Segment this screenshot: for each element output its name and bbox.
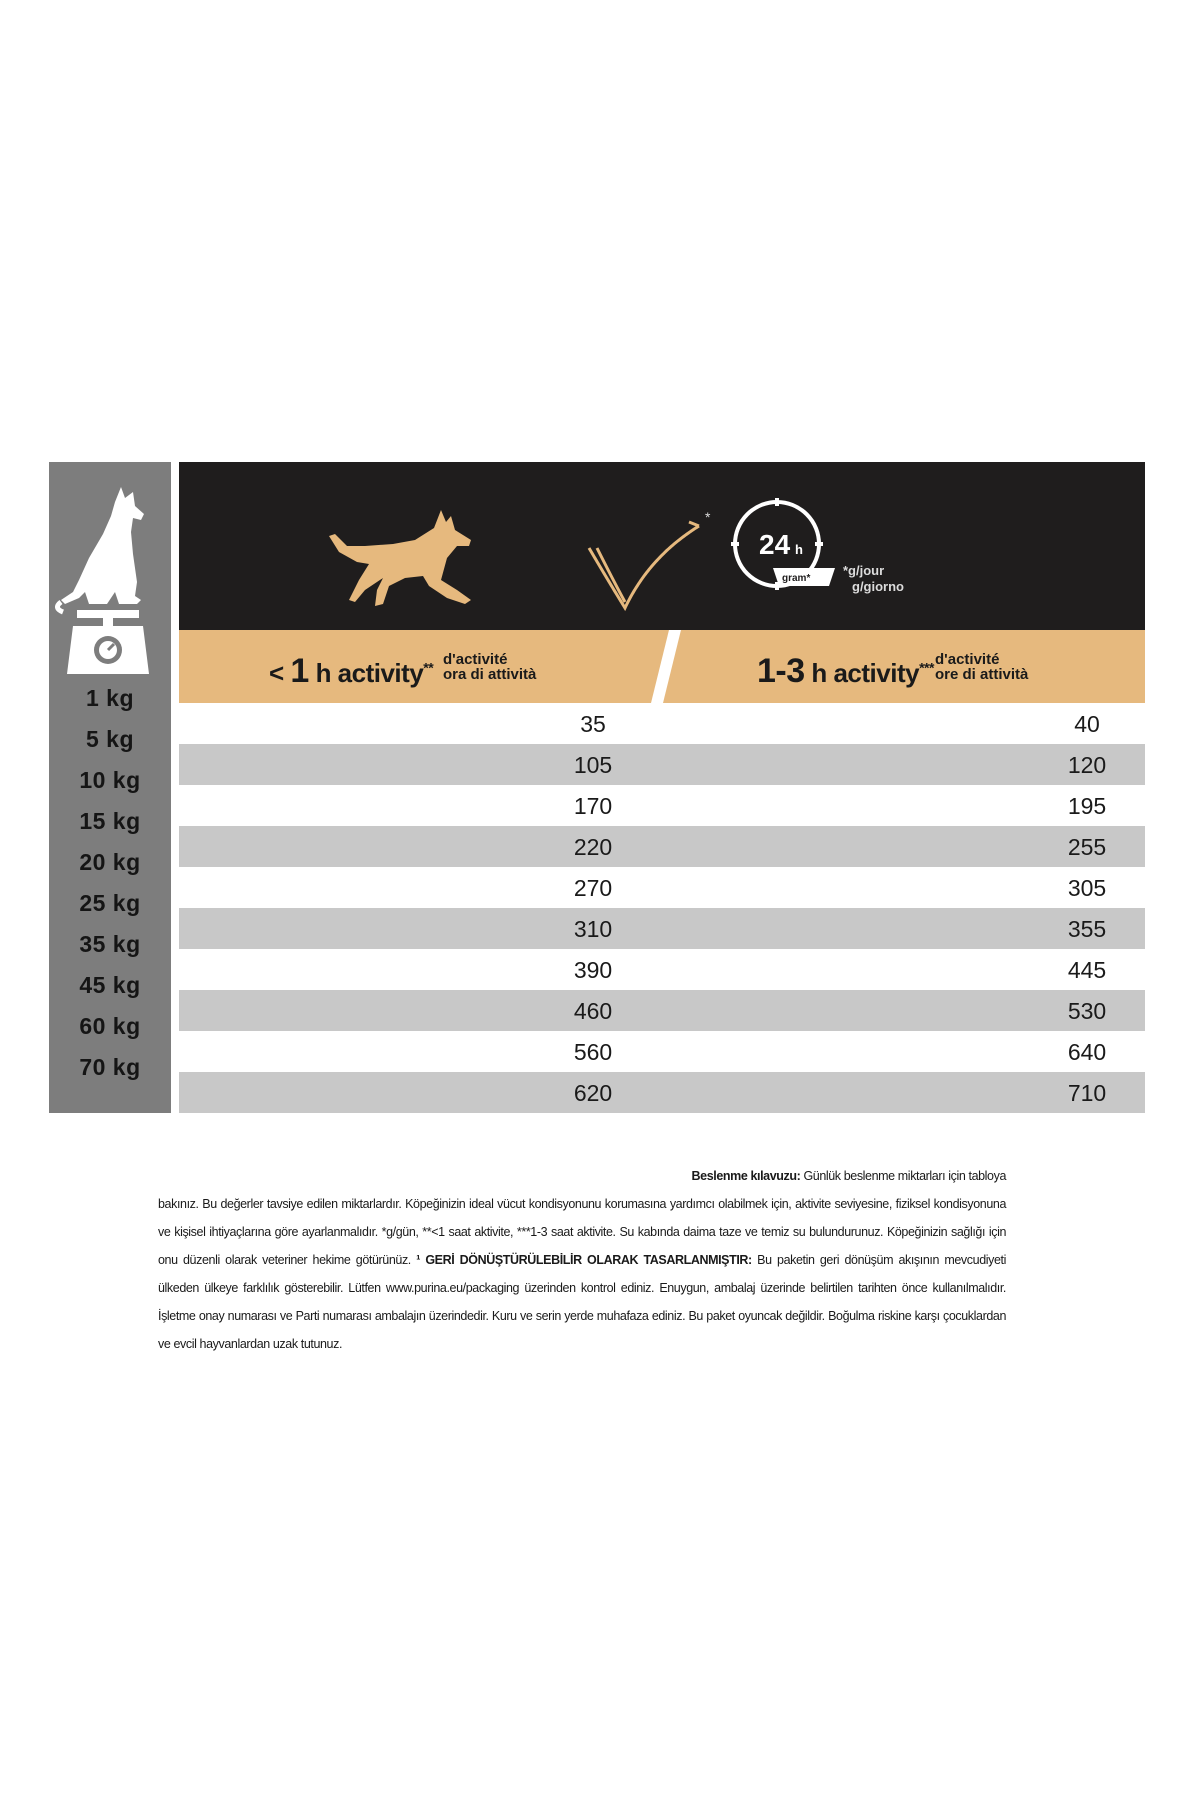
- low-activity-value: 620: [573, 1080, 613, 1106]
- table-row: [179, 744, 1145, 785]
- low-activity-value: 35: [580, 711, 606, 737]
- table-row: [179, 1072, 1145, 1113]
- weight-label: 25 kg: [79, 890, 141, 916]
- weight-label: 45 kg: [79, 972, 141, 998]
- table-row: [179, 785, 1145, 826]
- feeding-guide-body-2: Bu paketin geri dönüşüm akışının mevcudiyeti ülkeden ülkeye farklılık gösterebilir. Lütfen www.purina.eu/packaging üzerinden kontrol ediniz. Enuygun, ambalaj üzerinde belirtilen tarihten önce kullanılmalıdır. İşletme onay numarası ve Parti numarası ambalajın üzerindedir. Kuru ve serin yerde muhafaza ediniz. Bu paket oyuncak değildir. Boğulma riskine karşı çocuklardan ve evcil hayvanlardan uzak tutunuz.: [158, 1253, 1006, 1351]
- table-row: [179, 867, 1145, 908]
- header-icons: [179, 462, 1145, 630]
- high-activity-value: 255: [1067, 834, 1107, 860]
- low-activity-value: 220: [573, 834, 613, 860]
- feeding-guide-text: [158, 1162, 1006, 1358]
- table-row: [179, 990, 1145, 1031]
- high-activity-value: 195: [1067, 793, 1107, 819]
- activity-low-subtitle: d'activité ora di attività: [443, 651, 537, 683]
- activity-band: [179, 630, 1145, 703]
- table-row: [179, 908, 1145, 949]
- high-activity-value: 305: [1067, 875, 1107, 901]
- activity-high-subtitle: d'activité ore di attività: [935, 651, 1029, 683]
- weight-label: 70 kg: [79, 1054, 141, 1080]
- weight-label: 20 kg: [79, 849, 141, 875]
- weight-label: 60 kg: [79, 1013, 141, 1039]
- high-activity-value: 40: [1074, 711, 1100, 737]
- high-activity-value: 445: [1067, 957, 1107, 983]
- feeding-header: [179, 462, 1145, 630]
- table-row: [179, 1031, 1145, 1072]
- asterisk-mark: *: [705, 509, 711, 525]
- weight-column: [49, 462, 171, 1113]
- weight-label: 15 kg: [79, 808, 141, 834]
- check-icon: [589, 522, 699, 608]
- weight-label: 5 kg: [85, 726, 135, 752]
- activity-low-title: < 1 h activity**: [269, 652, 434, 690]
- feeding-guide-body: bakınız. Bu değerler tavsiye edilen miktarlardır. Köpeğinizin ideal vücut kondisyonunu korumasına yardımcı olabilmek için, aktivite seviyesine, fiziksel kondisyonuna ve kişisel ihtiyaçlarına göre ayarlanmalıdır. *g/gün, **<1 saat aktivite, ***1-3 saat aktivite. Su kabında daima taze ve temiz su bulundurunuz. Köpeğinizin sağlığı için onu düzenli olarak veteriner hekime götürünüz.: [158, 1197, 1006, 1267]
- table-row: [179, 826, 1145, 867]
- unit-note-2: g/giorno: [852, 579, 904, 594]
- activity-high-title: 1-3 h activity***: [757, 652, 934, 690]
- table-row: [179, 949, 1145, 990]
- high-activity-value: 355: [1067, 916, 1107, 942]
- weight-label: 1 kg: [85, 685, 135, 711]
- feeding-guide-lead: Beslenme kılavuzu: Günlük beslenme miktarları için tabloya: [691, 1169, 1006, 1183]
- clock-hours: 24: [759, 529, 791, 560]
- low-activity-value: 310: [573, 916, 613, 942]
- high-activity-value: 710: [1067, 1080, 1107, 1106]
- low-activity-value: 460: [573, 998, 613, 1024]
- low-activity-value: 560: [573, 1039, 613, 1065]
- clock-unit: h: [795, 542, 803, 557]
- recyclable-notice: ¹ GERİ DÖNÜŞTÜRÜLEBİLİR OLARAK TASARLANMIŞTIR:: [416, 1253, 752, 1267]
- low-activity-value: 170: [573, 793, 613, 819]
- weight-label: 10 kg: [79, 767, 141, 793]
- low-activity-value: 270: [573, 875, 613, 901]
- table-row: [179, 703, 1145, 744]
- high-activity-value: 120: [1067, 752, 1107, 778]
- low-activity-value: 390: [573, 957, 613, 983]
- unit-note-1: *g/jour: [843, 563, 885, 578]
- weight-label: 35 kg: [79, 931, 141, 957]
- high-activity-value: 530: [1067, 998, 1107, 1024]
- dog-scale-icon: [49, 462, 171, 677]
- high-activity-value: 640: [1067, 1039, 1107, 1065]
- running-dog-icon: [329, 510, 471, 606]
- bowl-label: gram*: [782, 573, 811, 584]
- low-activity-value: 105: [573, 752, 613, 778]
